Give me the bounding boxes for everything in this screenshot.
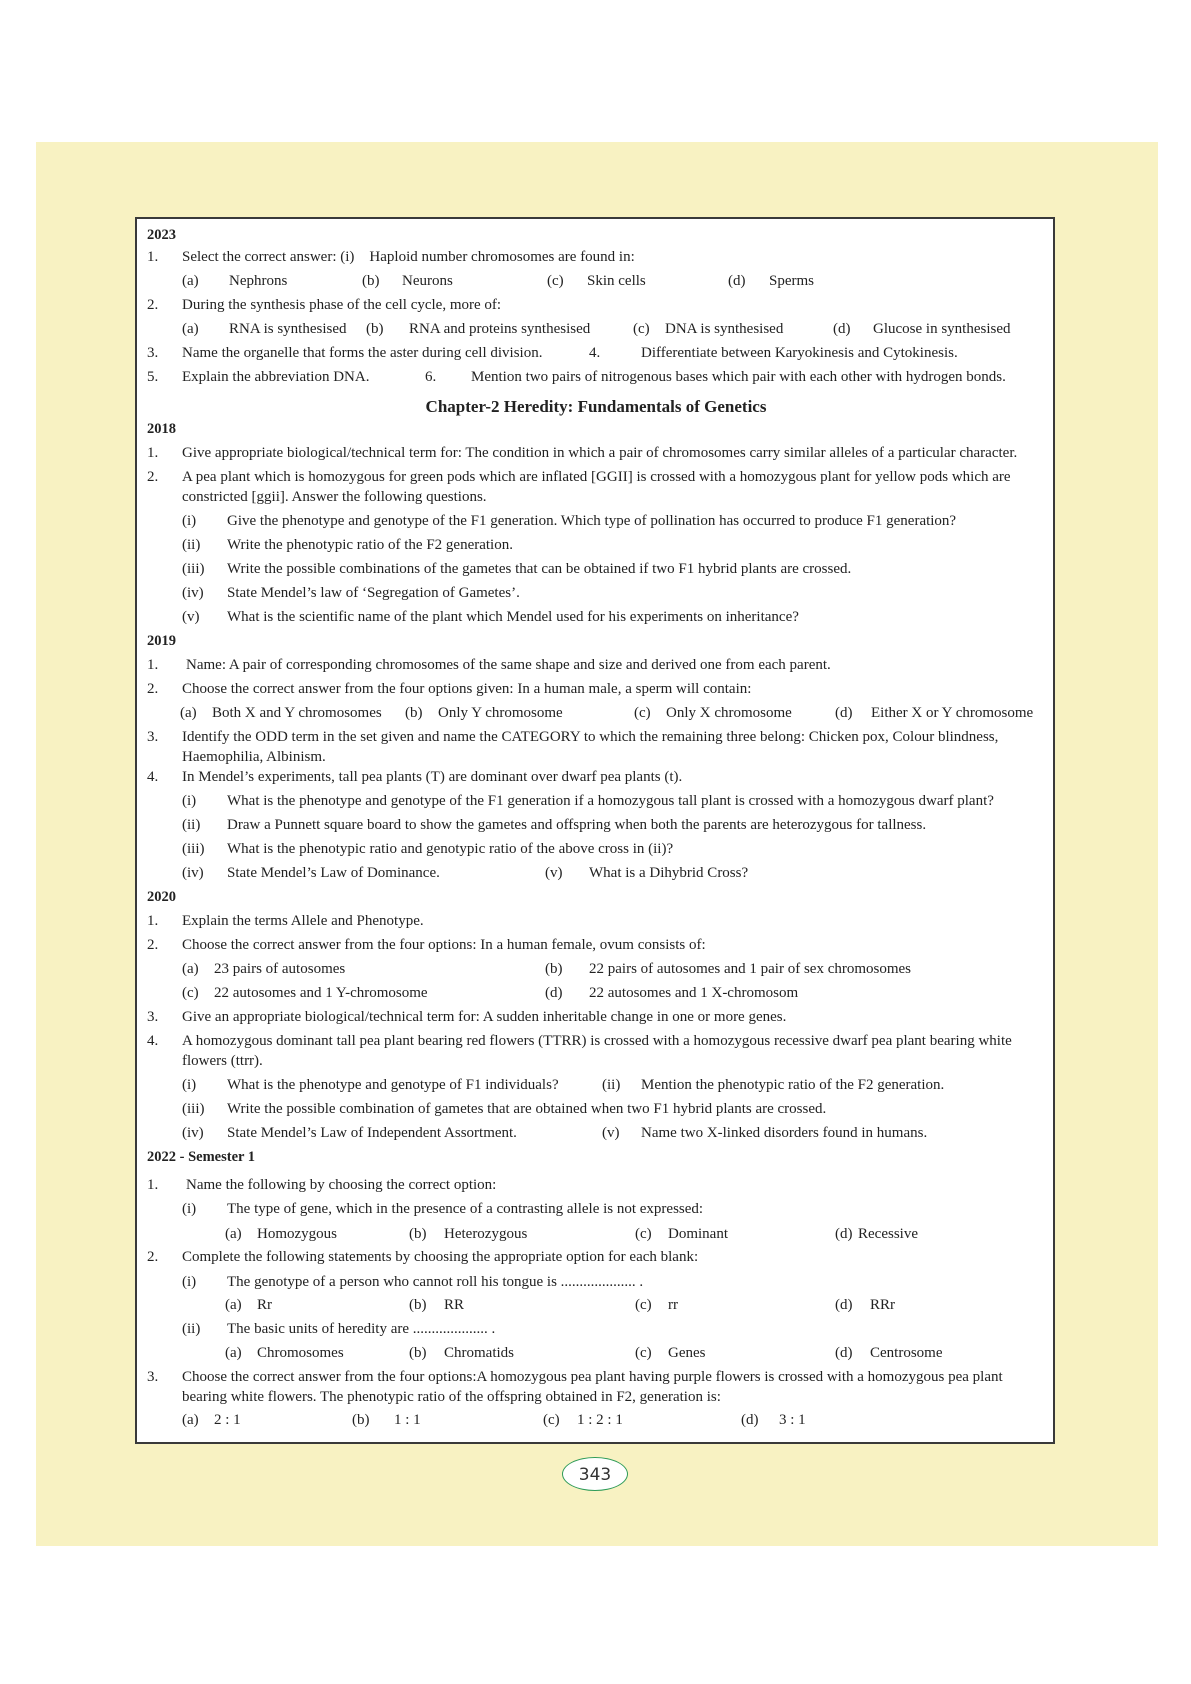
- option-key: (a): [182, 1412, 199, 1428]
- option-value: 22 autosomes and 1 Y-chromosome: [214, 985, 428, 1001]
- question-number: 6.: [425, 369, 437, 385]
- question-number: 5.: [147, 369, 159, 385]
- question-number: 1.: [147, 445, 159, 461]
- option-value: Neurons: [402, 273, 453, 289]
- question-number: 2.: [147, 469, 159, 485]
- option-key: (d): [728, 273, 746, 289]
- subquestion-text: The type of gene, which in the presence of a contrasting allele is not expressed:: [227, 1201, 704, 1217]
- question-text: Choose the correct answer from the four options:A homozygous pea plant having purple flowers is crossed with a homozygous pea plant bearing white flowers. The phenotypic ratio of the offspring obtained in F2, generation is:: [182, 1369, 1003, 1405]
- question-text: Mention two pairs of nitrogenous bases which pair with each other with hydrogen bonds.: [471, 369, 1006, 385]
- subquestion-key: (iii): [182, 841, 205, 857]
- option-key: (d): [835, 705, 853, 721]
- option-value: Chromosomes: [257, 1345, 344, 1361]
- subquestion-text: Mention the phenotypic ratio of the F2 generation.: [641, 1077, 945, 1093]
- subquestion-key: (iv): [182, 1125, 204, 1141]
- subquestion-text: State Mendel’s law of ‘Segregation of Gametes’.: [227, 585, 520, 601]
- option-value: Centrosome: [870, 1345, 943, 1361]
- option-value: Either X or Y chromosome: [871, 705, 1034, 721]
- question-text: A homozygous dominant tall pea plant bearing red flowers (TTRR) is crossed with a homozygous recessive dwarf pea plant bearing white flowers (ttrr).: [182, 1033, 1012, 1069]
- question-number: 4.: [147, 1033, 159, 1049]
- question-text: Complete the following statements by choosing the appropriate option for each blank:: [182, 1249, 699, 1265]
- subquestion-text: What is a Dihybrid Cross?: [589, 865, 749, 881]
- question-text: A pea plant which is homozygous for green pods which are inflated [GGII] is crossed with a homozygous plant for yellow pods which are constricted [ggii]. Answer the following questions.: [182, 469, 1011, 505]
- subquestion-key: (ii): [182, 537, 201, 553]
- year-heading-2019: 2019: [147, 633, 176, 649]
- question-text: Give an appropriate biological/technical term for: A sudden inheritable change in one or more genes.: [182, 1009, 787, 1025]
- option-key: (d): [833, 321, 851, 337]
- subquestion-text: What is the phenotypic ratio and genotypic ratio of the above cross in (ii)?: [227, 841, 674, 857]
- option-key: (b): [405, 705, 423, 721]
- option-key: (d): [835, 1345, 853, 1361]
- subquestion-key: (ii): [182, 817, 201, 833]
- option-key: (a): [225, 1297, 242, 1313]
- subquestion-key: (i): [182, 1077, 197, 1093]
- subquestion-text: Write the possible combinations of the gametes that can be obtained if two F1 hybrid plants are crossed.: [227, 561, 852, 577]
- option-value: Sperms: [769, 273, 814, 289]
- question-number: 4.: [147, 769, 159, 785]
- option-key: (b): [362, 273, 380, 289]
- question-number: 3.: [147, 1369, 159, 1385]
- option-key: (a): [182, 961, 199, 977]
- subquestion-key: (iv): [182, 865, 204, 881]
- question-text: Explain the terms Allele and Phenotype.: [182, 913, 424, 929]
- subquestion-text: Draw a Punnett square board to show the gametes and offspring when both the parents are heterozygous for tallness.: [227, 817, 927, 833]
- option-value: 2 : 1: [214, 1412, 241, 1428]
- option-key: (b): [409, 1226, 427, 1242]
- option-key: (b): [409, 1345, 427, 1361]
- option-value: Glucose in synthesised: [873, 321, 1011, 337]
- question-number: 1.: [147, 249, 159, 265]
- option-key: (c): [543, 1412, 560, 1428]
- subquestion-text: The basic units of heredity are .................... .: [227, 1321, 496, 1337]
- subquestion-key: (ii): [182, 1321, 201, 1337]
- question-text: Select the correct answer: (i) Haploid number chromosomes are found in:: [182, 249, 635, 265]
- subquestion-text: The genotype of a person who cannot roll his tongue is .................... .: [227, 1274, 644, 1290]
- option-value: Nephrons: [229, 273, 288, 289]
- question-text: Choose the correct answer from the four options given: In a human male, a sperm will contain:: [182, 681, 752, 697]
- option-key: (d): [835, 1226, 853, 1242]
- question-number: 3.: [147, 1009, 159, 1025]
- question-number: 2.: [147, 681, 159, 697]
- option-key: (c): [547, 273, 564, 289]
- option-value: Only X chromosome: [666, 705, 792, 721]
- question-text: In Mendel’s experiments, tall pea plants (T) are dominant over dwarf pea plants (t).: [182, 769, 683, 785]
- question-text: Identify the ODD term in the set given and name the CATEGORY to which the remaining three belong: Chicken pox, Colour blindness, Haemophilia, Albinism.: [182, 729, 999, 765]
- question-number: 2.: [147, 937, 159, 953]
- subquestion-text: Write the phenotypic ratio of the F2 generation.: [227, 537, 513, 553]
- year-heading-2020: 2020: [147, 889, 176, 905]
- option-value: RNA and proteins synthesised: [409, 321, 591, 337]
- subquestion-text: Give the phenotype and genotype of the F1 generation. Which type of pollination has occurred to produce F1 generation?: [227, 513, 957, 529]
- option-key: (d): [545, 985, 563, 1001]
- option-value: RR: [444, 1297, 465, 1313]
- question-text: Name the following by choosing the correct option:: [186, 1177, 497, 1193]
- subquestion-text: State Mendel’s Law of Independent Assortment.: [227, 1125, 517, 1141]
- year-heading-2022: 2022 - Semester 1: [147, 1149, 256, 1165]
- option-value: 1 : 2 : 1: [577, 1412, 623, 1428]
- option-value: RRr: [870, 1297, 896, 1313]
- option-value: 3 : 1: [779, 1412, 806, 1428]
- option-value: Recessive: [858, 1226, 918, 1242]
- option-key: (c): [635, 1297, 652, 1313]
- option-key: (a): [182, 273, 199, 289]
- option-key: (a): [225, 1345, 242, 1361]
- option-value: Skin cells: [587, 273, 646, 289]
- question-number: 3.: [147, 729, 159, 745]
- option-key: (d): [835, 1297, 853, 1313]
- subquestion-key: (iii): [182, 561, 205, 577]
- question-text: Explain the abbreviation DNA.: [182, 369, 370, 385]
- subquestion-key: (v): [602, 1125, 620, 1141]
- option-key: (c): [635, 1226, 652, 1242]
- question-text: Choose the correct answer from the four options: In a human female, ovum consists of:: [182, 937, 706, 953]
- option-value: Chromatids: [444, 1345, 514, 1361]
- option-key: (d): [741, 1412, 759, 1428]
- option-value: Only Y chromosome: [438, 705, 563, 721]
- question-text: Differentiate between Karyokinesis and Cytokinesis.: [641, 345, 958, 361]
- question-number: 2.: [147, 297, 159, 313]
- option-value: Genes: [668, 1345, 706, 1361]
- option-key: (c): [182, 985, 199, 1001]
- option-key: (b): [545, 961, 563, 977]
- subquestion-key: (v): [545, 865, 563, 881]
- page-number-badge: 343: [562, 1457, 628, 1491]
- option-key: (b): [366, 321, 384, 337]
- subquestion-key: (i): [182, 1274, 197, 1290]
- question-text: Name the organelle that forms the aster during cell division.: [182, 345, 543, 361]
- question-number: 3.: [147, 345, 159, 361]
- chapter-title: Chapter-2 Heredity: Fundamentals of Genetics: [425, 397, 767, 416]
- question-number: 1.: [147, 1177, 159, 1193]
- year-heading-2018: 2018: [147, 421, 176, 437]
- option-key: (a): [225, 1226, 242, 1242]
- option-value: rr: [668, 1297, 678, 1313]
- option-key: (b): [409, 1297, 427, 1313]
- option-value: RNA is synthesised: [229, 321, 347, 337]
- subquestion-text: Name two X-linked disorders found in humans.: [641, 1125, 928, 1141]
- question-number: 1.: [147, 913, 159, 929]
- subquestion-key: (i): [182, 793, 197, 809]
- subquestion-key: (iii): [182, 1101, 205, 1117]
- question-text: Give appropriate biological/technical term for: The condition in which a pair of chromosomes carry similar alleles of a particular character.: [182, 445, 1018, 461]
- question-text: Name: A pair of corresponding chromosomes of the same shape and size and derived one from each parent.: [186, 657, 831, 673]
- subquestion-text: Write the possible combination of gametes that are obtained when two F1 hybrid plants are crossed.: [227, 1101, 827, 1117]
- option-value: Heterozygous: [444, 1226, 528, 1242]
- subquestion-key: (iv): [182, 585, 204, 601]
- subquestion-key: (ii): [602, 1077, 621, 1093]
- option-value: Homozygous: [257, 1226, 337, 1242]
- year-heading-2023: 2023: [147, 227, 176, 243]
- option-value: 1 : 1: [394, 1412, 421, 1428]
- option-key: (c): [634, 705, 651, 721]
- option-key: (a): [180, 705, 197, 721]
- option-value: Dominant: [668, 1226, 728, 1242]
- option-value: 22 pairs of autosomes and 1 pair of sex chromosomes: [589, 961, 912, 977]
- question-number: 2.: [147, 1249, 159, 1265]
- subquestion-key: (v): [182, 609, 200, 625]
- subquestion-key: (i): [182, 1201, 197, 1217]
- subquestion-key: (i): [182, 513, 197, 529]
- option-key: (c): [635, 1345, 652, 1361]
- question-frame: [135, 217, 1055, 1444]
- subquestion-text: What is the phenotype and genotype of the F1 generation if a homozygous tall plant is crossed with a homozygous dwarf plant?: [227, 793, 994, 809]
- option-value: 23 pairs of autosomes: [214, 961, 346, 977]
- subquestion-text: State Mendel’s Law of Dominance.: [227, 865, 440, 881]
- option-key: (b): [352, 1412, 370, 1428]
- question-number: 1.: [147, 657, 159, 673]
- option-value: Both X and Y chromosomes: [212, 705, 382, 721]
- option-key: (a): [182, 321, 199, 337]
- option-key: (c): [633, 321, 650, 337]
- option-value: DNA is synthesised: [665, 321, 784, 337]
- option-value: Rr: [257, 1297, 272, 1313]
- option-value: 22 autosomes and 1 X-chromosom: [589, 985, 799, 1001]
- subquestion-text: What is the phenotype and genotype of F1 individuals?: [227, 1077, 559, 1093]
- subquestion-text: What is the scientific name of the plant which Mendel used for his experiments on inheritance?: [227, 609, 799, 625]
- question-number: 4.: [589, 345, 601, 361]
- question-text: During the synthesis phase of the cell cycle, more of:: [182, 297, 502, 313]
